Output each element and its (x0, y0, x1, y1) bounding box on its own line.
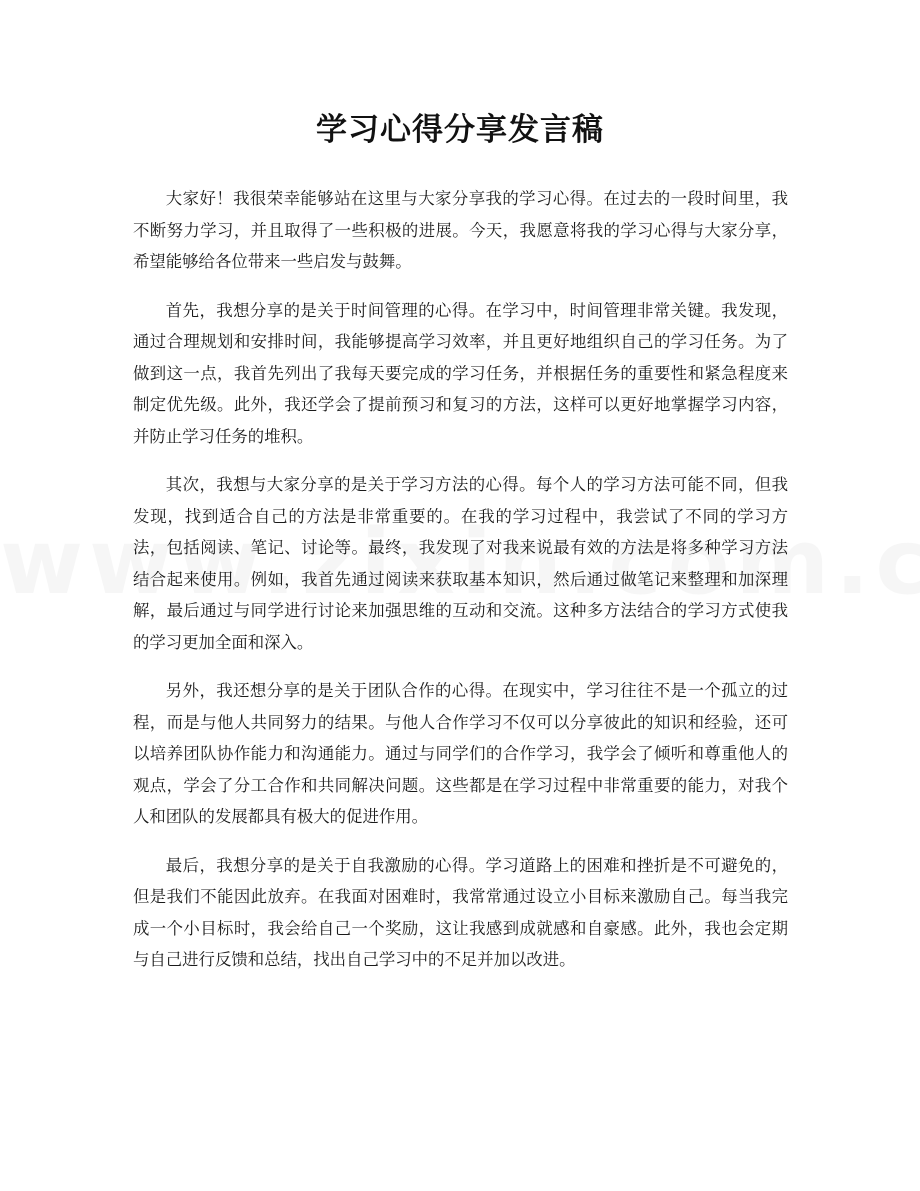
paragraph-teamwork: 另外，我还想分享的是关于团队合作的心得。在现实中，学习往往不是一个孤立的过程，而是与他人共同努力的结果。与他人合作学习不仅可以分享彼此的知识和经验，还可以培养团队协作能力和沟通能力。通过与同学们的合作学习，我学会了倾听和尊重他人的观点，学会了分工合作和共同解决问题。这些都是在学习过程中非常重要的能力，对我个人和团队的发展都具有极大的促进作用。 (133, 681, 788, 826)
document-body (133, 183, 788, 993)
document-title: 学习心得分享发言稿 (316, 112, 604, 148)
paragraph-intro: 大家好！我很荣幸能够站在这里与大家分享我的学习心得。在过去的一段时间里，我不断努力学习，并且取得了一些积极的进展。今天，我愿意将我的学习心得与大家分享，希望能够给各位带来一些启发与鼓舞。 (133, 189, 788, 271)
paragraph-learning-methods: 其次，我想与大家分享的是关于学习方法的心得。每个人的学习方法可能不同，但我发现，找到适合自己的方法是非常重要的。在我的学习过程中，我尝试了不同的学习方法，包括阅读、笔记、讨论等。最终，我发现了对我来说最有效的方法是将多种学习方法结合起来使用。例如，我首先通过阅读来获取基本知识，然后通过做笔记来整理和加深理解，最后通过与同学进行讨论来加强思维的互动和交流。这种多方法结合的学习方式使我的学习更加全面和深入。 (133, 475, 788, 652)
paragraph-time-management: 首先，我想分享的是关于时间管理的心得。在学习中，时间管理非常关键。我发现，通过合理规划和安排时间，我能够提高学习效率，并且更好地组织自己的学习任务。为了做到这一点，我首先列出了我每天要完成的学习任务，并根据任务的重要性和紧急程度来制定优先级。此外，我还学会了提前预习和复习的方法，这样可以更好地掌握学习内容，并防止学习任务的堆积。 (133, 300, 788, 446)
paragraph-self-motivation: 最后，我想分享的是关于自我激励的心得。学习道路上的困难和挫折是不可避免的，但是我们不能因此放弃。在我面对困难时，我常常通过设立小目标来激励自己。每当我完成一个小目标时，我会给自己一个奖励，这让我感到成就感和自豪感。此外，我也会定期与自己进行反馈和总结，找出自己学习中的不足并加以改进。 (133, 855, 788, 969)
